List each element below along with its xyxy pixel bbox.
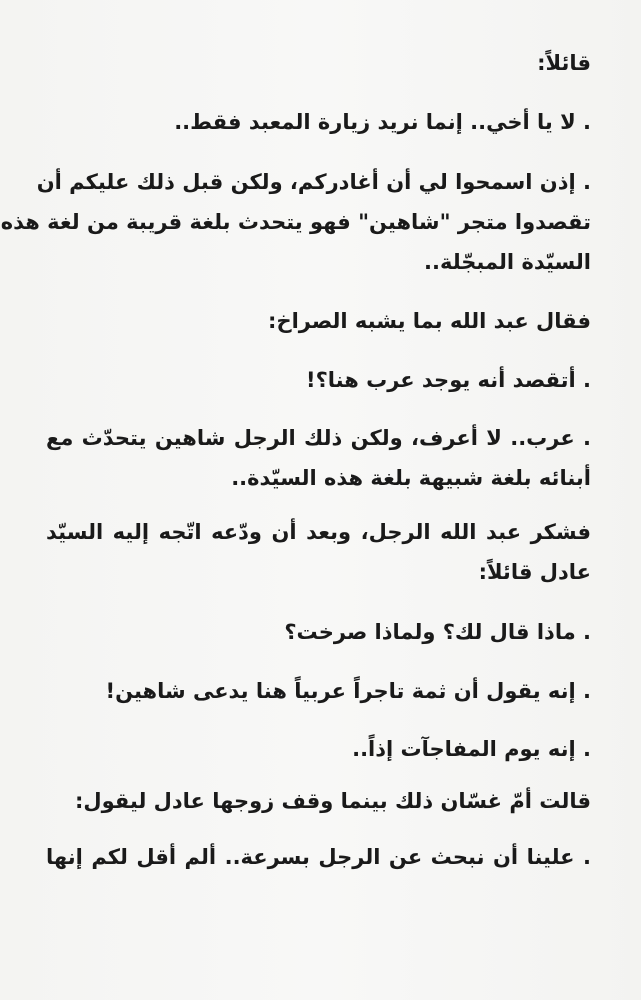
text-line-13: . إنه يقول أن ثمة تاجراً عربياً هنا يدعى شاهين! [105,679,591,703]
text-line-2: . لا يا أخي.. إنما نريد زيارة المعبد فقط.. [174,110,591,134]
text-line-16: . علينا أن نبحث عن الرجل بسرعة.. ألم أقل لكم إنها [46,845,591,869]
text-line-8: . عرب.. لا أعرف، ولكن ذلك الرجل شاهين يتحدّث مع [46,426,591,450]
text-line-4: تقصدوا متجر "شاهين" فهو يتحدث بلغة قريبة من لغة هذه [0,210,591,234]
text-line-5: السيّدة المبجّلة.. [424,250,591,274]
text-line-15: قالت أمّ غسّان ذلك بينما وقف زوجها عادل ليقول: [75,789,591,813]
text-line-6: فقال عبد الله بما يشبه الصراخ: [268,309,591,333]
text-line-11: عادل قائلاً: [478,560,591,584]
text-line-1: قائلاً: [537,51,591,75]
text-line-14: . إنه يوم المفاجآت إذاً.. [352,737,591,761]
text-line-3: . إذن اسمحوا لي أن أغادركم، ولكن قبل ذلك عليكم أن [36,170,591,194]
text-line-12: . ماذا قال لك؟ ولماذا صرخت؟ [284,620,591,644]
text-line-9: أبنائه بلغة شبيهة بلغة هذه السيّدة.. [231,466,591,490]
text-line-10: فشكر عبد الله الرجل، وبعد أن ودّعه اتّجه إليه السيّد [46,520,591,544]
text-line-7: . أتقصد أنه يوجد عرب هنا؟! [306,368,591,392]
